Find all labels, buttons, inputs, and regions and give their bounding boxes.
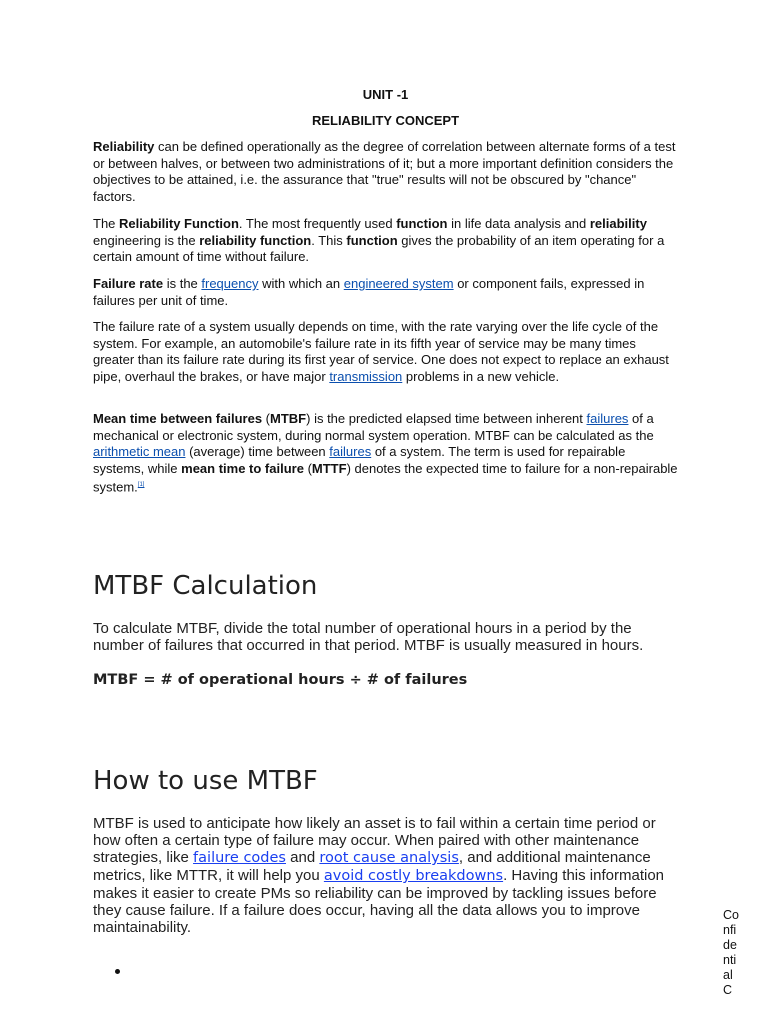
root-cause-analysis-link[interactable]: root cause analysis xyxy=(319,850,459,866)
reliability-function-paragraph xyxy=(93,216,678,266)
confidential-label: Co nfi de nti al C xyxy=(723,908,739,997)
concept-title: RELIABILITY CONCEPT xyxy=(311,113,460,128)
frd-text-1: The failure rate of a system usually depends on time, with the rate varying over the life cycle of the system. For example, an automobile's failure rate in its fifth year of service may be many times greater than its failure rate during its first year of service. One does not expect to replace an exhaust pipe, overhaul the brakes, or have major xyxy=(93,319,669,384)
mtbf-definition-paragraph xyxy=(93,411,678,496)
empty-bullet-list xyxy=(115,962,120,980)
mtbf-text-7: ) denotes the expected time to failure for a non-repairable system. xyxy=(93,460,678,495)
rf-text-2: . The most frequently used xyxy=(238,216,397,231)
how-to-use-heading: How to use MTBF xyxy=(93,766,318,796)
rf-text-1: The xyxy=(93,216,120,231)
list-item xyxy=(115,962,120,980)
rf-bold-3: reliability xyxy=(589,216,647,231)
transmission-link[interactable]: transmission xyxy=(329,368,403,384)
mtbf-formula: MTBF = # of operational hours ÷ # of failures xyxy=(93,672,468,688)
failure-codes-link[interactable]: failure codes xyxy=(193,850,286,866)
mtbf-text-4: (average) time between xyxy=(185,444,330,459)
rf-text-4: engineering is the xyxy=(93,232,200,248)
use-text-1: MTBF is used to anticipate how likely an asset is to fail within a certain time period or how often a certain type of failure may occur. When paired with other maintenance strategies, like xyxy=(93,815,656,866)
rf-text-3: in life data analysis and xyxy=(447,216,590,231)
frequency-link[interactable]: frequency xyxy=(201,276,259,291)
mtbf-text-1: ( xyxy=(262,411,271,426)
how-to-use-body xyxy=(93,815,683,936)
rf-bold-2: function xyxy=(396,216,448,231)
avoid-costly-breakdowns-link[interactable]: avoid costly breakdowns xyxy=(323,868,504,884)
failure-rate-term: Failure rate xyxy=(93,276,164,291)
mtbf-bold-1: Mean time between failures xyxy=(93,411,263,426)
arithmetic-mean-link[interactable]: arithmetic mean xyxy=(93,444,186,459)
mtbf-text-3: of a mechanical or electronic system, during normal system operation. MTBF can be calculated as the xyxy=(93,411,654,443)
mtbf-text-2: ) is the predicted elapsed time between inherent xyxy=(306,411,587,426)
fr-text-1: is the xyxy=(163,276,202,291)
mtbf-bold-2: MTBF xyxy=(270,411,307,426)
rf-bold-5: function xyxy=(346,232,398,248)
bullet-icon xyxy=(115,969,120,974)
engineered-system-link[interactable]: engineered system xyxy=(343,276,454,291)
reliability-paragraph xyxy=(93,139,678,205)
mtbf-bold-3: mean time to failure xyxy=(181,460,304,476)
use-text-4: . Having this information makes it easier to create PMs so reliability can be improved by tackling issues before they cause failure. If a failure does occur, having all the data allows you to improve maintainability. xyxy=(93,867,664,936)
rf-text-5: . This xyxy=(311,232,347,248)
fr-text-2: with which an xyxy=(258,276,344,291)
failure-rate-detail-paragraph xyxy=(93,319,678,385)
mtbf-bold-4: MTTF xyxy=(311,460,347,476)
rf-text-6: gives the probability of an item operating for a certain amount of time without failure. xyxy=(93,232,665,264)
reliability-text: can be defined operationally as the degree of correlation between alternate forms of a test or between halves, or between two administrations of it; but a more important definition considers the objectives to be attained, i.e. the assurance that "true" results will not be obscured by "chance" factors. xyxy=(93,139,676,204)
use-text-2: and xyxy=(285,849,320,866)
fr-text-3: or component fails, expressed in failures per unit of time. xyxy=(93,276,645,308)
failures-link-2[interactable]: failures xyxy=(329,444,372,459)
failures-link-1[interactable]: failures xyxy=(586,411,629,426)
mtbf-calculation-body: To calculate MTBF, divide the total number of operational hours in a period by the number of failures that occurred in that period. MTBF is usually measured in hours. xyxy=(93,620,644,654)
mtbf-text-6: ( xyxy=(303,460,312,476)
use-text-3: , and additional maintenance metrics, like MTTR, it will help you xyxy=(93,849,651,884)
unit-title: UNIT -1 xyxy=(362,87,409,102)
mtbf-text-5: of a system. The term is used for repairable systems, while xyxy=(93,444,626,476)
rf-bold-1: Reliability Function xyxy=(119,216,239,231)
rf-bold-4: reliability function xyxy=(199,232,312,248)
reliability-term: Reliability xyxy=(93,139,155,154)
frd-text-2: problems in a new vehicle. xyxy=(402,368,560,384)
mtbf-calculation-heading: MTBF Calculation xyxy=(93,571,318,601)
failure-rate-paragraph xyxy=(93,276,678,309)
reference-link[interactable]: [1] xyxy=(137,482,145,488)
